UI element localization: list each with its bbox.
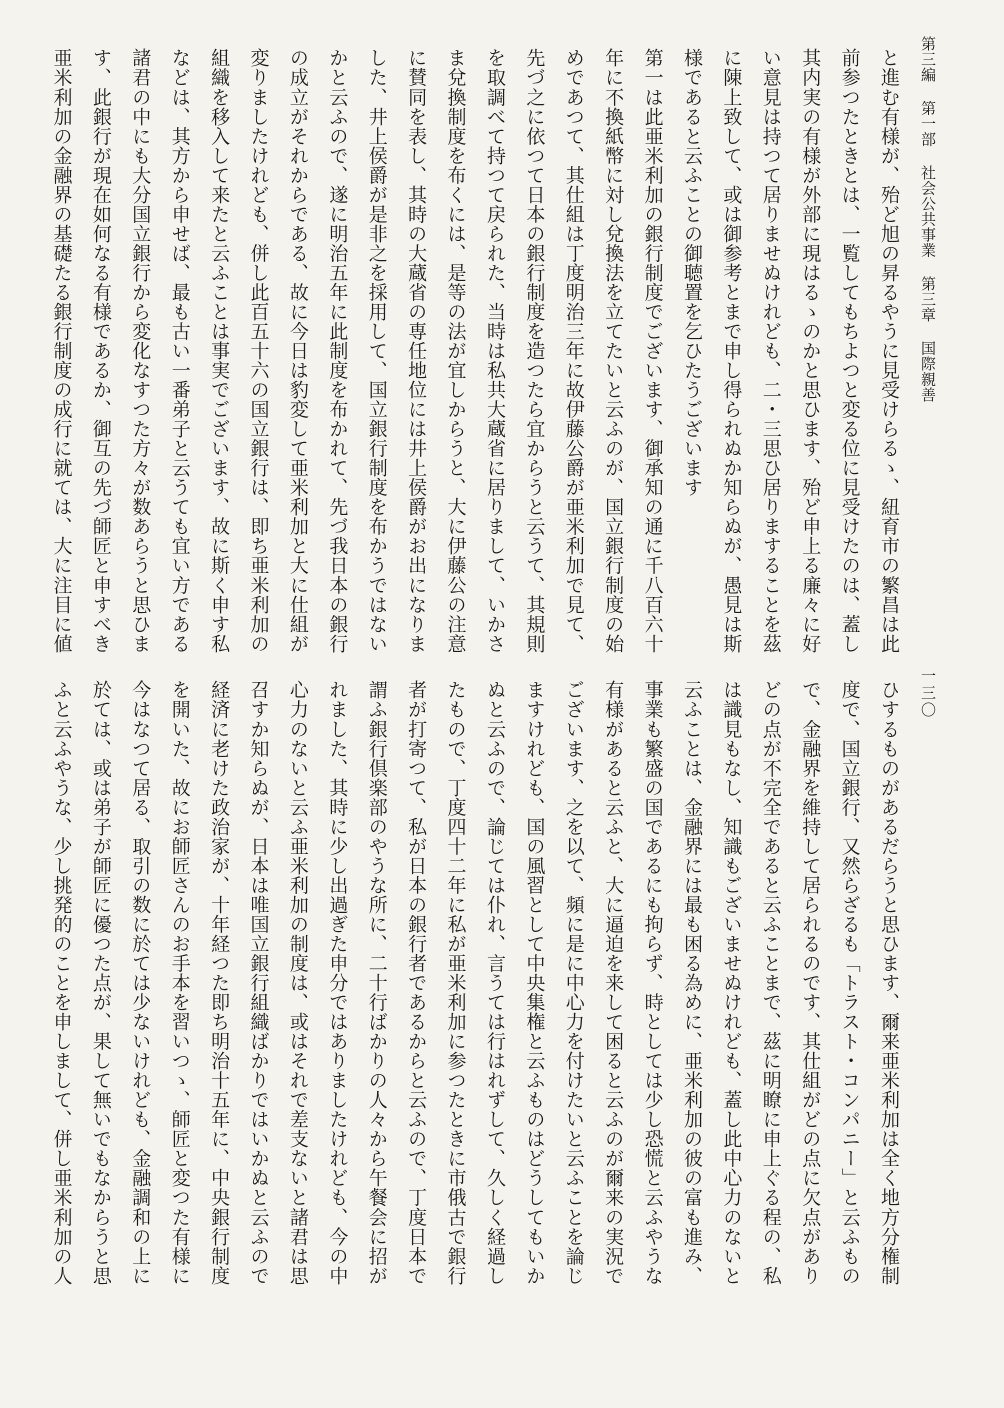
text-column: した、井上侯爵が是非之を採用して、国立銀行制度を布かうではない: [365, 48, 388, 654]
text-column: 云ふことは、金融界には最も困る為めに、亜米利加の彼の富も進み、: [680, 680, 703, 1286]
text-column: めであつて、其仕組は丁度明治三年に故伊藤公爵が亜米利加で見て、: [562, 48, 585, 654]
text-column: 有様があると云ふと、大に逼迫を来して困ると云ふのが爾来の実況で: [602, 680, 625, 1286]
text-column: れました、其時に少し出過ぎた申分ではありましたけれども、今の中: [326, 680, 349, 1286]
text-column: 心力のないと云ふ亜米利加の制度は、或はそれで差支ないと諸君は思: [286, 680, 309, 1286]
text-column: す、此銀行が現在如何なる有様であるか、御互の先づ師匠と申すべき: [89, 48, 112, 654]
text-column: ふと云ふやうな、少し挑発的のことを申しまして、併し亜米利加の人: [50, 680, 73, 1286]
text-column: を開いた、故にお師匠さんのお手本を習いつゝ、師匠と変つた有様に: [168, 680, 191, 1286]
page-number: 一三〇: [919, 668, 937, 719]
running-head: [908, 36, 948, 636]
lower-text-block: [50, 680, 908, 1330]
text-column: に賛同を表し、其時の大蔵省の専任地位には井上侯爵がお出になりま: [405, 48, 428, 654]
text-column: 事業も繁盛の国であるにも拘らず、時としては少し恐慌と云ふやうな: [641, 680, 664, 1286]
text-column: 召すか知らぬが、日本は唯国立銀行組織ばかりではいかぬと云ふので: [247, 680, 270, 1286]
running-head-part: 第一部: [919, 100, 937, 147]
text-column: などは、其方から申せば、最も古い一番弟子と云うても宜い方である: [168, 48, 191, 654]
running-head-part: 社会公共事業: [919, 165, 937, 258]
text-column: ますけれども、国の風習として中央集権と云ふものはどうしてもいか: [523, 680, 546, 1286]
text-column: の成立がそれからである、故に今日は豹変して亜米利加と大に仕組が: [286, 48, 309, 654]
upper-text-block: [50, 48, 908, 658]
text-column: は識見もなし、知識もございませぬけれども、蓋し此中心力のないと: [720, 680, 743, 1286]
text-column: 者が打寄つて、私が日本の銀行者であるからと云ふので、丁度日本で: [405, 680, 428, 1286]
text-column: 経済に老けた政治家が、十年経つた即ち明治十五年に、中央銀行制度: [208, 680, 231, 1286]
text-column: ぬと云ふので、論じては仆れ、言うては行はれずして、久しく経過し: [483, 680, 506, 1286]
text-column: たもので、丁度四十二年に私が亜米利加に参つたときに市俄古で銀行: [444, 680, 467, 1286]
text-column: ひするものがあるだらうと思ひます、爾来亜米利加は全く地方分権制: [878, 680, 900, 1286]
text-column: い意見は持つて居りませぬけれども、二・三思ひ居りますることを茲: [759, 48, 782, 654]
text-column: 其内実の有様が外部に現はるゝのかと思ひます、殆ど申上る廉々に好: [799, 48, 822, 654]
text-column: かと云ふので、遂に明治五年に此制度を布かれて、先づ我日本の銀行: [326, 48, 349, 654]
text-column: 先づ之に依つて日本の銀行制度を造つたら宜からうと云うて、其規則: [523, 48, 546, 654]
text-column: 度で、国立銀行、又然らざるも「トラスト・コンパニー」と云ふもの: [838, 680, 861, 1286]
text-column: どの点が不完全であると云ふことまで、茲に明瞭に申上ぐる程の、私: [759, 680, 782, 1286]
running-head-part: 国際親善: [919, 340, 937, 403]
running-head-part: 第三章: [919, 276, 937, 323]
text-column: 於ては、或は弟子が師匠に優つた点が、果して無いでもなからうと思: [89, 680, 112, 1286]
text-column: ございます、之を以て、頻に是に中心力を付けたいと云ふことを論じ: [562, 680, 585, 1286]
text-column: 亜米利加の金融界の基礎たる銀行制度の成行に就ては、大に注目に値: [50, 48, 73, 654]
text-column: 変りましたけれども、併し此百五十六の国立銀行は、即ち亜米利加の: [247, 48, 270, 654]
text-column: 第一は此亜米利加の銀行制度でございます、御承知の通に千八百六十: [641, 48, 664, 654]
text-column: 前参つたときとは、一覧してもちよつと変る位に見受けたのは、蓋し: [838, 48, 861, 654]
text-column: 今はなつて居る、取引の数に於ては少ないけれども、金融調和の上に: [129, 680, 152, 1286]
text-column: に陳上致して、或は御参考とまで申し得られぬか知らぬが、愚見は斯: [720, 48, 743, 654]
text-column: ま兌換制度を布くには、是等の法が宜しからうと、大に伊藤公の注意: [444, 48, 467, 654]
text-column: 様であると云ふことの御聴置を乞ひたうございます: [680, 48, 703, 497]
running-head-part: 第三編: [919, 36, 937, 83]
text-column: 諸君の中にも大分国立銀行から変化なすつた方々が数あらうと思ひま: [129, 48, 152, 654]
text-column: と進む有様が、殆ど旭の昇るやうに見受けらるゝ、紐育市の繁昌は此: [878, 48, 900, 654]
text-column: 組織を移入して来たと云ふことは事実でございます、故に斯く申す私: [208, 48, 231, 654]
text-column: 謂ふ銀行倶楽部のやうな所に、二十行ばかりの人々から午餐会に招が: [365, 680, 388, 1286]
text-column: を取調べて持つて戻られた、当時は私共大蔵省に居りまして、いかさ: [483, 48, 506, 654]
text-column: 年に不換紙幣に対し兌換法を立てたいと云ふのが、国立銀行制度の始: [602, 48, 625, 654]
text-column: で、金融界を維持して居られるのです、其仕組がどの点に欠点があり: [799, 680, 822, 1286]
